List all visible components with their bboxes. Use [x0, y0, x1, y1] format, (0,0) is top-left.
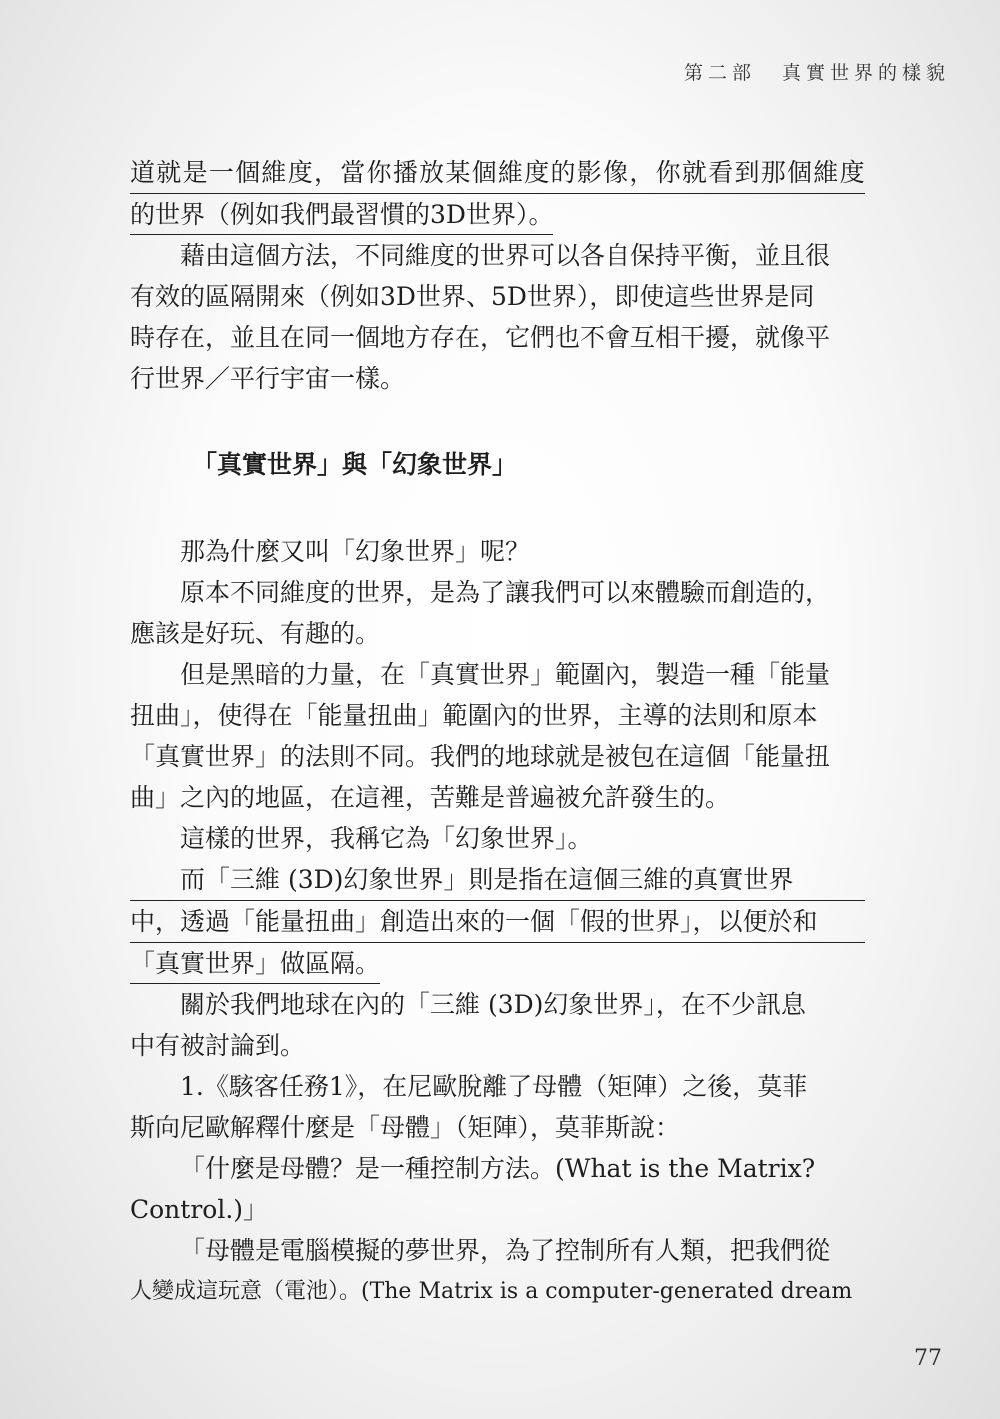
text-line: 中，透過「能量扭曲」創造出來的一個「假的世界」，以便於和 [130, 901, 865, 943]
glyph: 是 [182, 158, 208, 187]
glyph: 個 [471, 158, 497, 187]
spacer [130, 399, 865, 440]
text-line: 而「三維 (3D)幻象世界」則是指在這個三維的真實世界 [130, 859, 865, 901]
glyph: 當 [340, 158, 366, 187]
text-line: 斯向尼歐解釋什麼是「母體」（矩陣），莫菲斯說： [130, 1113, 681, 1142]
text-line [130, 152, 865, 194]
text-line: 原本不同維度的世界，是為了讓我們可以來體驗而創造的， [180, 578, 831, 607]
glyph: 影 [576, 158, 602, 187]
glyph: 道 [130, 158, 156, 187]
glyph: 像 [603, 158, 629, 187]
glyph: 個 [787, 158, 813, 187]
glyph: 維 [261, 158, 287, 187]
header-part: 第二部 [683, 62, 756, 84]
page-number: 77 [914, 1346, 942, 1371]
text-line: 時存在，並且在同一個地方存在，它們也不會互相干擾，就像平 [130, 323, 831, 352]
glyph: 維 [497, 158, 523, 187]
text-line: 有效的區隔開來（例如3D世界、5D世界），即使這些世界是同 [130, 282, 815, 311]
glyph: 維 [813, 158, 839, 187]
underlined-text: 「真實世界」做區隔。 [130, 944, 380, 984]
glyph: 播 [392, 158, 418, 187]
body-text [130, 152, 865, 1312]
text-line: 藉由這個方法，不同維度的世界可以各自保持平衡，並且很 [180, 241, 831, 270]
text-line: 那為什麼又叫「幻象世界」呢？ [180, 537, 531, 566]
glyph: 就 [681, 158, 707, 187]
header-chapter-title: 真實世界的樣貌 [781, 62, 950, 84]
glyph: 看 [708, 158, 734, 187]
text-line: 「母體是電腦模擬的夢世界，為了控制所有人類，把我們從 [180, 1236, 831, 1265]
text-line: 1.《駭客任務1》，在尼歐脫離了母體（矩陣）之後，莫菲 [180, 1072, 808, 1101]
text-line: 行世界／平行宇宙一樣。 [130, 364, 406, 393]
running-header [684, 58, 950, 85]
text-line: 扭曲」，使得在「能量扭曲」範圍內的世界，主導的法則和原本 [130, 701, 818, 730]
glyph: 個 [235, 158, 261, 187]
glyph: 度 [524, 158, 550, 187]
text-line: 「真實世界」的法則不同。我們的地球就是被包在這個「能量扭 [130, 742, 831, 771]
glyph: 那 [760, 158, 786, 187]
glyph: 度 [287, 158, 313, 187]
text-line [130, 943, 865, 984]
glyph: 就 [156, 158, 182, 187]
glyph: 你 [655, 158, 681, 187]
glyph: 放 [419, 158, 445, 187]
text-line: 中有被討論到。 [130, 1031, 306, 1060]
text-line: 曲」之內的地區，在這裡，苦難是普遍被允許發生的。 [130, 783, 731, 812]
spacer [130, 490, 865, 531]
text-line: 但是黑暗的力量，在「真實世界」範圍內，製造一種「能量 [180, 660, 831, 689]
glyph: 到 [734, 158, 760, 187]
text-line [130, 194, 865, 235]
text-line: 關於我們地球在內的「三維 (3D)幻象世界」，在不少訊息 [180, 990, 806, 1019]
text-line: 這樣的世界，我稱它為「幻象世界」。 [180, 824, 593, 853]
text-line: 「什麼是母體？是一種控制方法。(What is the Matrix? [180, 1154, 816, 1183]
text-line: 人變成這玩意（電池）。(The Matrix is a computer-generated dream [130, 1279, 853, 1304]
glyph: ， [313, 158, 339, 187]
glyph: 一 [208, 158, 234, 187]
text-line: 應該是好玩、有趣的。 [130, 619, 381, 648]
glyph: 度 [839, 158, 865, 187]
glyph: ， [629, 158, 655, 187]
glyph: 你 [366, 158, 392, 187]
text-line: Control.)」 [130, 1195, 269, 1224]
glyph: 某 [445, 158, 471, 187]
underlined-text: 的世界（例如我們最習慣的3D世界）。 [130, 195, 553, 235]
section-heading: 「真實世界」與「幻象世界」 [192, 450, 518, 479]
glyph: 的 [550, 158, 576, 187]
